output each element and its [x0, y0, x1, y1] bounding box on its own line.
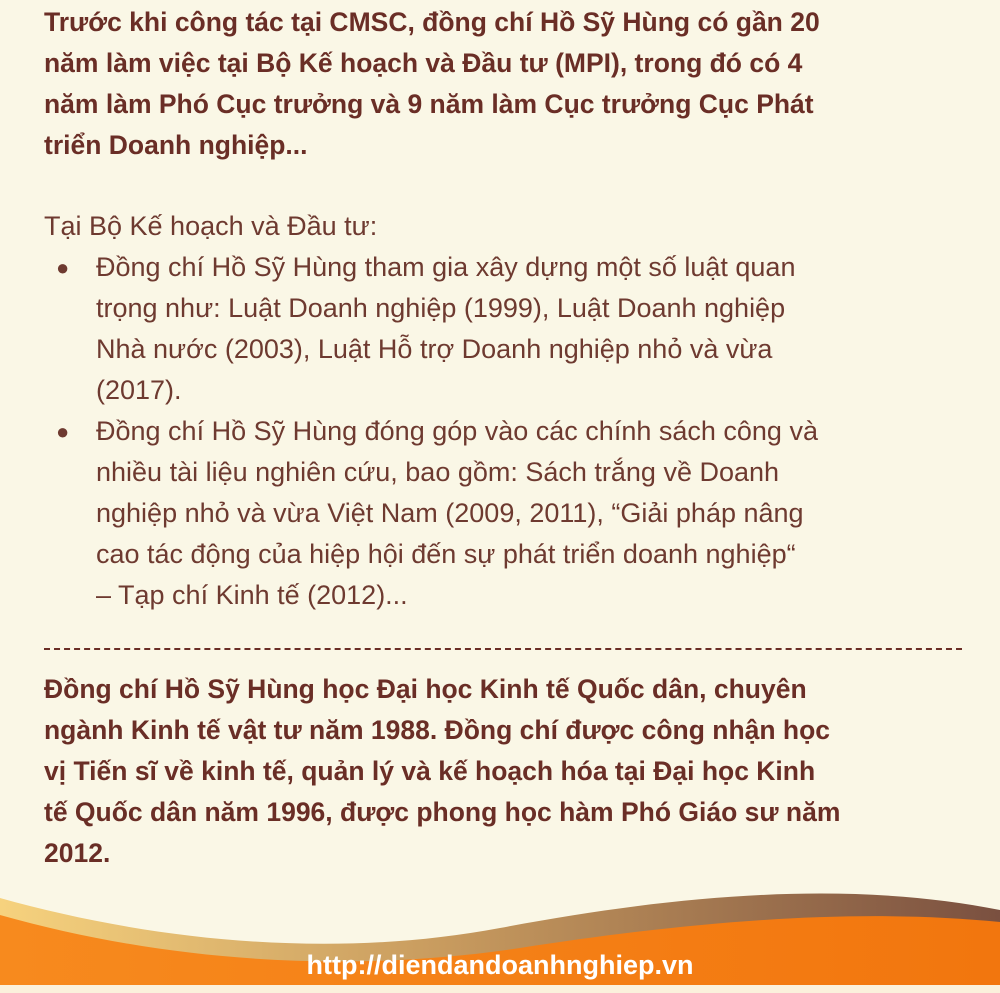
text-line: Trước khi công tác tại CMSC, đồng chí Hồ Sỹ Hùng có gần 20 — [44, 7, 820, 37]
text-line: – Tạp chí Kinh tế (2012)... — [96, 580, 408, 610]
text-line: ngành Kinh tế vật tư năm 1988. Đồng chí được công nhận học — [44, 715, 831, 745]
list-item — [44, 247, 818, 411]
text-line: nghiệp nhỏ và vừa Việt Nam (2009, 2011), “Giải pháp nâng — [96, 498, 804, 528]
text-line: năm làm Phó Cục trưởng và 9 năm làm Cục trưởng Cục Phát — [44, 89, 814, 119]
text-line: Nhà nước (2003), Luật Hỗ trợ Doanh nghiệp nhỏ và vừa — [96, 334, 773, 364]
bullet-icon: ● — [56, 255, 70, 280]
text-line: vị Tiến sĩ về kinh tế, quản lý và kế hoạch hóa tại Đại học Kinh — [44, 756, 816, 786]
list-item — [44, 411, 818, 616]
text-line: Đồng chí Hồ Sỹ Hùng học Đại học Kinh tế Quốc dân, chuyên — [44, 674, 807, 704]
mpi-section — [44, 206, 818, 616]
text-line: nhiều tài liệu nghiên cứu, bao gồm: Sách trắng về Doanh — [96, 457, 780, 487]
education-paragraph — [44, 669, 974, 874]
text-line: 2012. — [44, 838, 111, 868]
bullet-icon: ● — [56, 419, 70, 444]
bullet-list — [44, 247, 818, 616]
website-link[interactable]: http://diendandoanhnghiep.vn — [306, 950, 694, 980]
section-heading: Tại Bộ Kế hoạch và Đầu tư: — [44, 211, 378, 241]
text-line: trọng như: Luật Doanh nghiệp (1999), Luật Doanh nghiệp — [96, 293, 786, 323]
text-line: cao tác động của hiệp hội đến sự phát triển doanh nghiệp“ — [96, 539, 796, 569]
dashed-divider — [44, 648, 962, 650]
intro-paragraph — [44, 2, 974, 166]
text-line: năm làm việc tại Bộ Kế hoạch và Đầu tư (MPI), trong đó có 4 — [44, 48, 803, 78]
text-line: triển Doanh nghiệp... — [44, 130, 308, 160]
text-line: (2017). — [96, 375, 182, 405]
text-line: tế Quốc dân năm 1996, được phong học hàm Phó Giáo sư năm — [44, 797, 841, 827]
text-line: Đồng chí Hồ Sỹ Hùng đóng góp vào các chính sách công và — [96, 416, 818, 446]
text-line: Đồng chí Hồ Sỹ Hùng tham gia xây dựng một số luật quan — [96, 252, 796, 282]
